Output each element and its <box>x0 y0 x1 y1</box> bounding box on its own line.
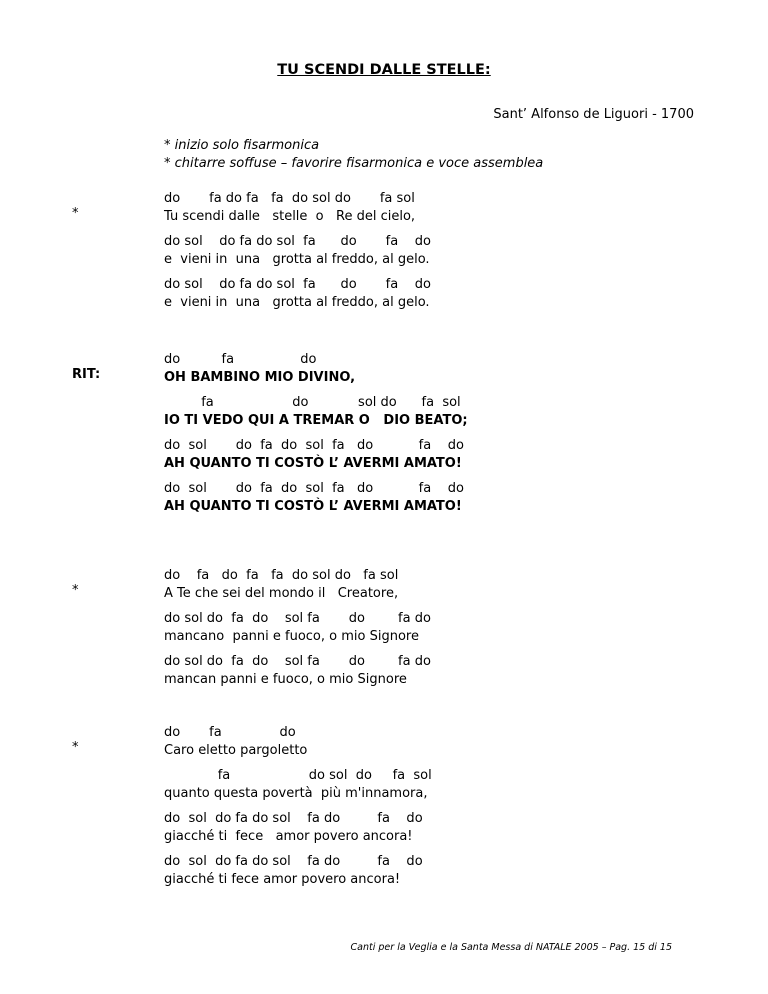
lyric-line: OH BAMBINO MIO DIVINO, <box>164 370 356 385</box>
chord-line: fa do sol do fa sol <box>164 395 461 410</box>
verse-block <box>164 810 423 846</box>
note-line: * inizio solo fisarmonica <box>164 138 320 153</box>
chord-line: do sol do fa do sol fa do fa do <box>164 854 423 869</box>
chord-line: do sol do fa do sol fa do fa do <box>164 234 431 249</box>
lyric-line: mancano panni e fuoco, o mio Signore <box>164 629 419 644</box>
performance-notes <box>164 137 543 173</box>
verse-block <box>164 767 432 803</box>
chord-line: do fa do fa fa do sol do fa sol <box>164 568 399 583</box>
lyric-line: AH QUANTO TI COSTÒ L’ AVERMI AMATO! <box>164 499 462 514</box>
lyric-line: e vieni in una grotta al freddo, al gelo. <box>164 252 430 267</box>
chord-line: do sol do fa do sol fa do fa do <box>164 611 431 626</box>
song-title: TU SCENDI DALLE STELLE: <box>277 62 491 78</box>
refrain-block <box>164 351 355 387</box>
lyric-line: IO TI VEDO QUI A TREMAR O DIO BEATO; <box>164 413 468 428</box>
chord-line: do fa do fa fa do sol do fa sol <box>164 191 415 206</box>
lyric-line: mancan panni e fuoco, o mio Signore <box>164 672 407 687</box>
refrain-marker: RIT: <box>72 367 101 382</box>
chord-line: do fa do <box>164 352 317 367</box>
refrain-block <box>164 480 464 516</box>
chord-line: do fa do <box>164 725 296 740</box>
verse-block <box>164 724 307 760</box>
song-author: Sant’ Alfonso de Liguori - 1700 <box>493 107 694 122</box>
lyric-line: e vieni in una grotta al freddo, al gelo. <box>164 295 430 310</box>
stanza-marker: * <box>72 583 79 598</box>
stanza-marker: * <box>72 740 79 755</box>
chord-line: do sol do fa do sol fa do fa do <box>164 277 431 292</box>
verse-block <box>164 653 431 689</box>
chord-line: do sol do fa do sol fa do fa do <box>164 654 431 669</box>
stanza-marker: * <box>72 206 79 221</box>
chord-line: do sol do fa do sol fa do fa do <box>164 811 423 826</box>
lyric-line: A Te che sei del mondo il Creatore, <box>164 586 399 601</box>
page-footer: Canti per la Veglia e la Santa Messa di NATALE 2005 – Pag. 15 di 15 <box>350 942 672 953</box>
verse-block <box>164 610 431 646</box>
chord-line: do sol do fa do sol fa do fa do <box>164 481 464 496</box>
refrain-block <box>164 394 468 430</box>
lyric-line: Tu scendi dalle stelle o Re del cielo, <box>164 209 416 224</box>
verse-block <box>164 190 415 226</box>
lyric-line: giacché ti fece amor povero ancora! <box>164 829 413 844</box>
chord-line: fa do sol do fa sol <box>164 768 432 783</box>
note-line: * chitarre soffuse – favorire fisarmonica e voce assemblea <box>164 156 544 171</box>
verse-block <box>164 853 423 889</box>
verse-block <box>164 233 431 269</box>
verse-block <box>164 567 398 603</box>
refrain-block <box>164 437 464 473</box>
chord-line: do sol do fa do sol fa do fa do <box>164 438 464 453</box>
lyric-line: giacché ti fece amor povero ancora! <box>164 872 401 887</box>
verse-block <box>164 276 431 312</box>
lyric-line: quanto questa povertà più m'innamora, <box>164 786 428 801</box>
lyric-line: Caro eletto pargoletto <box>164 743 308 758</box>
lyric-line: AH QUANTO TI COSTÒ L’ AVERMI AMATO! <box>164 456 462 471</box>
